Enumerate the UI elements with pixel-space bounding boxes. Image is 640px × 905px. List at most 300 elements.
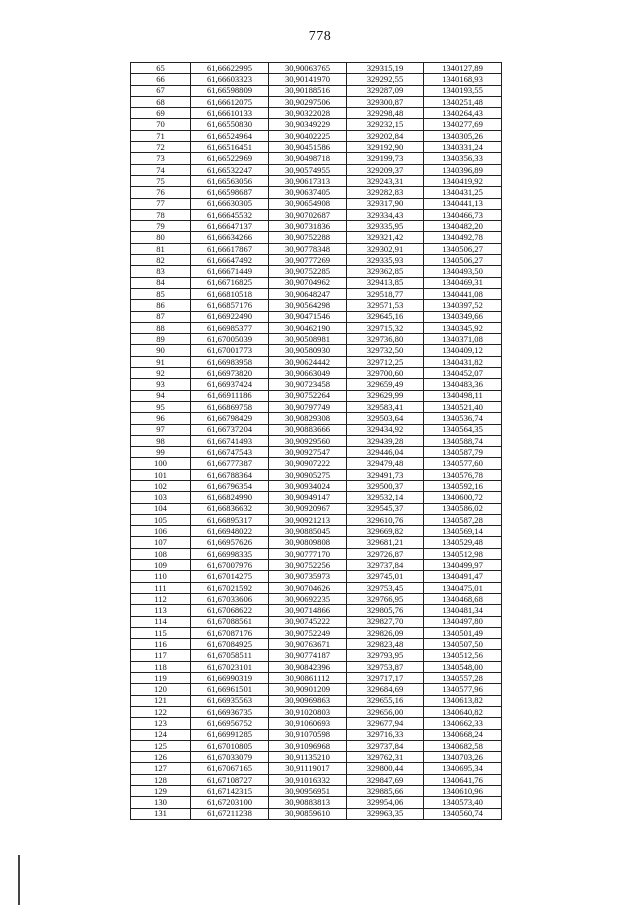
x-coordinate-cell: 329677,94 [347,718,424,729]
point-number-cell: 128 [131,774,191,785]
latitude-cell: 61,67142315 [191,786,269,797]
latitude-cell: 61,66922490 [191,311,269,322]
point-number-cell: 110 [131,571,191,582]
latitude-cell: 61,66990319 [191,673,269,684]
latitude-cell: 61,66747543 [191,447,269,458]
longitude-cell: 30,90451586 [269,142,347,153]
longitude-cell: 30,90349229 [269,119,347,130]
table-row [131,582,502,593]
y-coordinate-cell: 1340483,36 [424,379,502,390]
x-coordinate-cell: 329292,55 [347,74,424,85]
y-coordinate-cell: 1340586,02 [424,503,502,514]
table-row [131,684,502,695]
point-number-cell: 87 [131,311,191,322]
point-number-cell: 100 [131,458,191,469]
y-coordinate-cell: 1340349,66 [424,311,502,322]
table-row [131,480,502,491]
table-row [131,300,502,311]
longitude-cell: 30,91119017 [269,763,347,774]
point-number-cell: 83 [131,266,191,277]
latitude-cell: 61,66948022 [191,526,269,537]
y-coordinate-cell: 1340441,13 [424,198,502,209]
x-coordinate-cell: 329192,90 [347,142,424,153]
longitude-cell: 30,90471546 [269,311,347,322]
longitude-cell: 30,90735973 [269,571,347,582]
point-number-cell: 70 [131,119,191,130]
latitude-cell: 61,66645532 [191,209,269,220]
latitude-cell: 61,66617867 [191,243,269,254]
table-row [131,311,502,322]
x-coordinate-cell: 329715,32 [347,322,424,333]
point-number-cell: 111 [131,582,191,593]
latitude-cell: 61,67007976 [191,560,269,571]
point-number-cell: 78 [131,209,191,220]
longitude-cell: 30,90929560 [269,435,347,446]
table-row [131,605,502,616]
latitude-cell: 61,67203100 [191,797,269,808]
y-coordinate-cell: 1340497,80 [424,616,502,627]
latitude-cell: 61,67088561 [191,616,269,627]
point-number-cell: 90 [131,345,191,356]
y-coordinate-cell: 1340641,76 [424,774,502,785]
point-number-cell: 79 [131,221,191,232]
x-coordinate-cell: 329334,43 [347,209,424,220]
longitude-cell: 30,90654908 [269,198,347,209]
longitude-cell: 30,90777170 [269,548,347,559]
table-row [131,187,502,198]
y-coordinate-cell: 1340569,14 [424,526,502,537]
table-row [131,266,502,277]
y-coordinate-cell: 1340469,31 [424,277,502,288]
table-row [131,243,502,254]
x-coordinate-cell: 329446,04 [347,447,424,458]
latitude-cell: 61,67021592 [191,582,269,593]
point-number-cell: 99 [131,447,191,458]
table-row [131,514,502,525]
point-number-cell: 97 [131,424,191,435]
table-row [131,356,502,367]
y-coordinate-cell: 1340682,58 [424,740,502,751]
table-row [131,571,502,582]
y-coordinate-cell: 1340506,27 [424,243,502,254]
point-number-cell: 126 [131,752,191,763]
longitude-cell: 30,90927547 [269,447,347,458]
longitude-cell: 30,90809808 [269,537,347,548]
x-coordinate-cell: 329315,19 [347,63,424,74]
latitude-cell: 61,67068622 [191,605,269,616]
x-coordinate-cell: 329963,35 [347,808,424,819]
longitude-cell: 30,90580930 [269,345,347,356]
table-row [131,379,502,390]
table-row [131,288,502,299]
point-number-cell: 82 [131,255,191,266]
latitude-cell: 61,66532247 [191,164,269,175]
point-number-cell: 67 [131,85,191,96]
latitude-cell: 61,66737204 [191,424,269,435]
longitude-cell: 30,91135210 [269,752,347,763]
latitude-cell: 61,67033606 [191,593,269,604]
table-row [131,119,502,130]
x-coordinate-cell: 329954,06 [347,797,424,808]
x-coordinate-cell: 329434,92 [347,424,424,435]
x-coordinate-cell: 329732,50 [347,345,424,356]
y-coordinate-cell: 1340521,40 [424,401,502,412]
point-number-cell: 77 [131,198,191,209]
x-coordinate-cell: 329716,33 [347,729,424,740]
longitude-cell: 30,90752264 [269,390,347,401]
y-coordinate-cell: 1340419,92 [424,175,502,186]
point-number-cell: 129 [131,786,191,797]
table-row [131,198,502,209]
x-coordinate-cell: 329800,44 [347,763,424,774]
table-row [131,255,502,266]
longitude-cell: 30,90731836 [269,221,347,232]
point-number-cell: 122 [131,706,191,717]
table-row [131,661,502,672]
latitude-cell: 61,66824990 [191,492,269,503]
x-coordinate-cell: 329317,90 [347,198,424,209]
table-row [131,368,502,379]
x-coordinate-cell: 329545,37 [347,503,424,514]
table-row [131,63,502,74]
latitude-cell: 61,66937424 [191,379,269,390]
x-coordinate-cell: 329202,84 [347,130,424,141]
coordinates-table-container [130,62,501,820]
x-coordinate-cell: 329656,00 [347,706,424,717]
longitude-cell: 30,90921213 [269,514,347,525]
latitude-cell: 61,67005039 [191,334,269,345]
longitude-cell: 30,90774187 [269,650,347,661]
point-number-cell: 86 [131,300,191,311]
table-row [131,740,502,751]
point-number-cell: 65 [131,63,191,74]
latitude-cell: 61,67023101 [191,661,269,672]
latitude-cell: 61,66622995 [191,63,269,74]
point-number-cell: 104 [131,503,191,514]
y-coordinate-cell: 1340560,74 [424,808,502,819]
x-coordinate-cell: 329885,66 [347,786,424,797]
latitude-cell: 61,66630305 [191,198,269,209]
longitude-cell: 30,90949147 [269,492,347,503]
x-coordinate-cell: 329766,95 [347,593,424,604]
longitude-cell: 30,91070598 [269,729,347,740]
point-number-cell: 105 [131,514,191,525]
y-coordinate-cell: 1340592,16 [424,480,502,491]
latitude-cell: 61,66895317 [191,514,269,525]
latitude-cell: 61,67211238 [191,808,269,819]
y-coordinate-cell: 1340397,52 [424,300,502,311]
y-coordinate-cell: 1340529,48 [424,537,502,548]
y-coordinate-cell: 1340640,82 [424,706,502,717]
point-number-cell: 96 [131,413,191,424]
y-coordinate-cell: 1340668,24 [424,729,502,740]
x-coordinate-cell: 329199,73 [347,153,424,164]
table-row [131,322,502,333]
latitude-cell: 61,66991285 [191,729,269,740]
table-row [131,435,502,446]
y-coordinate-cell: 1340371,08 [424,334,502,345]
latitude-cell: 61,66857176 [191,300,269,311]
table-row [131,786,502,797]
x-coordinate-cell: 329645,16 [347,311,424,322]
longitude-cell: 30,90829308 [269,413,347,424]
latitude-cell: 61,66524964 [191,130,269,141]
table-row [131,447,502,458]
x-coordinate-cell: 329823,48 [347,639,424,650]
longitude-cell: 30,90885045 [269,526,347,537]
latitude-cell: 61,66716825 [191,277,269,288]
y-coordinate-cell: 1340695,34 [424,763,502,774]
x-coordinate-cell: 329302,91 [347,243,424,254]
x-coordinate-cell: 329321,42 [347,232,424,243]
latitude-cell: 61,66869758 [191,401,269,412]
x-coordinate-cell: 329762,31 [347,752,424,763]
point-number-cell: 120 [131,684,191,695]
longitude-cell: 30,90692235 [269,593,347,604]
table-row [131,752,502,763]
longitude-cell: 30,90745222 [269,616,347,627]
latitude-cell: 61,66961501 [191,684,269,695]
longitude-cell: 30,90934024 [269,480,347,491]
table-row [131,130,502,141]
longitude-cell: 30,90063765 [269,63,347,74]
point-number-cell: 73 [131,153,191,164]
table-row [131,390,502,401]
x-coordinate-cell: 329827,70 [347,616,424,627]
y-coordinate-cell: 1340610,96 [424,786,502,797]
x-coordinate-cell: 329737,84 [347,740,424,751]
y-coordinate-cell: 1340491,47 [424,571,502,582]
latitude-cell: 61,66603323 [191,74,269,85]
y-coordinate-cell: 1340396,89 [424,164,502,175]
y-coordinate-cell: 1340345,92 [424,322,502,333]
table-row [131,96,502,107]
longitude-cell: 30,90859610 [269,808,347,819]
longitude-cell: 30,90842396 [269,661,347,672]
longitude-cell: 30,90920967 [269,503,347,514]
longitude-cell: 30,90704626 [269,582,347,593]
y-coordinate-cell: 1340588,74 [424,435,502,446]
x-coordinate-cell: 329413,85 [347,277,424,288]
y-coordinate-cell: 1340441,08 [424,288,502,299]
table-row [131,673,502,684]
y-coordinate-cell: 1340548,00 [424,661,502,672]
point-number-cell: 108 [131,548,191,559]
point-number-cell: 89 [131,334,191,345]
point-number-cell: 119 [131,673,191,684]
table-row [131,209,502,220]
x-coordinate-cell: 329287,09 [347,85,424,96]
latitude-cell: 61,67084925 [191,639,269,650]
table-row [131,74,502,85]
table-row [131,650,502,661]
latitude-cell: 61,67087176 [191,627,269,638]
latitude-cell: 61,66836632 [191,503,269,514]
longitude-cell: 30,90752288 [269,232,347,243]
table-row [131,695,502,706]
latitude-cell: 61,66777387 [191,458,269,469]
x-coordinate-cell: 329232,15 [347,119,424,130]
y-coordinate-cell: 1340577,96 [424,684,502,695]
longitude-cell: 30,90141970 [269,74,347,85]
y-coordinate-cell: 1340499,97 [424,560,502,571]
latitude-cell: 61,66985377 [191,322,269,333]
latitude-cell: 61,66671449 [191,266,269,277]
point-number-cell: 94 [131,390,191,401]
point-number-cell: 98 [131,435,191,446]
x-coordinate-cell: 329335,93 [347,255,424,266]
y-coordinate-cell: 1340557,28 [424,673,502,684]
table-row [131,537,502,548]
longitude-cell: 30,90797749 [269,401,347,412]
longitude-cell: 30,91060693 [269,718,347,729]
longitude-cell: 30,90508981 [269,334,347,345]
x-coordinate-cell: 329518,77 [347,288,424,299]
y-coordinate-cell: 1340501,49 [424,627,502,638]
table-row [131,334,502,345]
x-coordinate-cell: 329717,17 [347,673,424,684]
x-coordinate-cell: 329793,95 [347,650,424,661]
longitude-cell: 30,90723458 [269,379,347,390]
latitude-cell: 61,67010805 [191,740,269,751]
longitude-cell: 30,90714866 [269,605,347,616]
x-coordinate-cell: 329362,85 [347,266,424,277]
longitude-cell: 30,90402225 [269,130,347,141]
x-coordinate-cell: 329684,69 [347,684,424,695]
longitude-cell: 30,90883666 [269,424,347,435]
point-number-cell: 121 [131,695,191,706]
table-row [131,413,502,424]
latitude-cell: 61,66610133 [191,108,269,119]
point-number-cell: 71 [131,130,191,141]
point-number-cell: 76 [131,187,191,198]
y-coordinate-cell: 1340507,50 [424,639,502,650]
point-number-cell: 115 [131,627,191,638]
x-coordinate-cell: 329629,99 [347,390,424,401]
x-coordinate-cell: 329298,48 [347,108,424,119]
longitude-cell: 30,90752285 [269,266,347,277]
x-coordinate-cell: 329745,01 [347,571,424,582]
longitude-cell: 30,91096968 [269,740,347,751]
point-number-cell: 124 [131,729,191,740]
y-coordinate-cell: 1340703,26 [424,752,502,763]
point-number-cell: 66 [131,74,191,85]
x-coordinate-cell: 329826,09 [347,627,424,638]
latitude-cell: 61,67108727 [191,774,269,785]
longitude-cell: 30,90648247 [269,288,347,299]
point-number-cell: 130 [131,797,191,808]
table-row [131,808,502,819]
y-coordinate-cell: 1340498,11 [424,390,502,401]
point-number-cell: 123 [131,718,191,729]
point-number-cell: 112 [131,593,191,604]
x-coordinate-cell: 329805,76 [347,605,424,616]
x-coordinate-cell: 329439,28 [347,435,424,446]
point-number-cell: 81 [131,243,191,254]
x-coordinate-cell: 329571,53 [347,300,424,311]
x-coordinate-cell: 329700,60 [347,368,424,379]
x-coordinate-cell: 329500,37 [347,480,424,491]
latitude-cell: 61,66788364 [191,469,269,480]
latitude-cell: 61,66973820 [191,368,269,379]
table-row [131,232,502,243]
longitude-cell: 30,90907222 [269,458,347,469]
table-row [131,469,502,480]
table-row [131,108,502,119]
y-coordinate-cell: 1340587,79 [424,447,502,458]
y-coordinate-cell: 1340305,26 [424,130,502,141]
table-row [131,797,502,808]
point-number-cell: 95 [131,401,191,412]
y-coordinate-cell: 1340431,25 [424,187,502,198]
y-coordinate-cell: 1340573,40 [424,797,502,808]
scan-edge-mark [18,855,20,905]
latitude-cell: 61,66796354 [191,480,269,491]
table-row [131,424,502,435]
y-coordinate-cell: 1340482,20 [424,221,502,232]
table-row [131,627,502,638]
point-number-cell: 114 [131,616,191,627]
y-coordinate-cell: 1340481,34 [424,605,502,616]
y-coordinate-cell: 1340466,73 [424,209,502,220]
longitude-cell: 30,90498718 [269,153,347,164]
point-number-cell: 127 [131,763,191,774]
latitude-cell: 61,67067165 [191,763,269,774]
latitude-cell: 61,66634266 [191,232,269,243]
latitude-cell: 61,66563056 [191,175,269,186]
table-row [131,639,502,650]
x-coordinate-cell: 329610,76 [347,514,424,525]
latitude-cell: 61,66956752 [191,718,269,729]
point-number-cell: 68 [131,96,191,107]
latitude-cell: 61,66598687 [191,187,269,198]
latitude-cell: 61,67014275 [191,571,269,582]
point-number-cell: 109 [131,560,191,571]
longitude-cell: 30,90462190 [269,322,347,333]
longitude-cell: 30,90777269 [269,255,347,266]
longitude-cell: 30,90752256 [269,560,347,571]
longitude-cell: 30,90763671 [269,639,347,650]
latitude-cell: 61,66522969 [191,153,269,164]
latitude-cell: 61,66647492 [191,255,269,266]
table-row [131,164,502,175]
point-number-cell: 102 [131,480,191,491]
point-number-cell: 118 [131,661,191,672]
x-coordinate-cell: 329282,83 [347,187,424,198]
latitude-cell: 61,66516451 [191,142,269,153]
longitude-cell: 30,90702687 [269,209,347,220]
page-number: 778 [308,29,332,44]
point-number-cell: 101 [131,469,191,480]
latitude-cell: 61,66911186 [191,390,269,401]
y-coordinate-cell: 1340564,35 [424,424,502,435]
x-coordinate-cell: 329712,25 [347,356,424,367]
y-coordinate-cell: 1340431,82 [424,356,502,367]
longitude-cell: 30,90322028 [269,108,347,119]
table-row [131,729,502,740]
x-coordinate-cell: 329300,87 [347,96,424,107]
longitude-cell: 30,90752249 [269,627,347,638]
table-row [131,593,502,604]
x-coordinate-cell: 329503,64 [347,413,424,424]
latitude-cell: 61,66810518 [191,288,269,299]
latitude-cell: 61,67001773 [191,345,269,356]
y-coordinate-cell: 1340512,56 [424,650,502,661]
longitude-cell: 30,90663049 [269,368,347,379]
x-coordinate-cell: 329737,84 [347,560,424,571]
latitude-cell: 61,66935563 [191,695,269,706]
y-coordinate-cell: 1340168,93 [424,74,502,85]
